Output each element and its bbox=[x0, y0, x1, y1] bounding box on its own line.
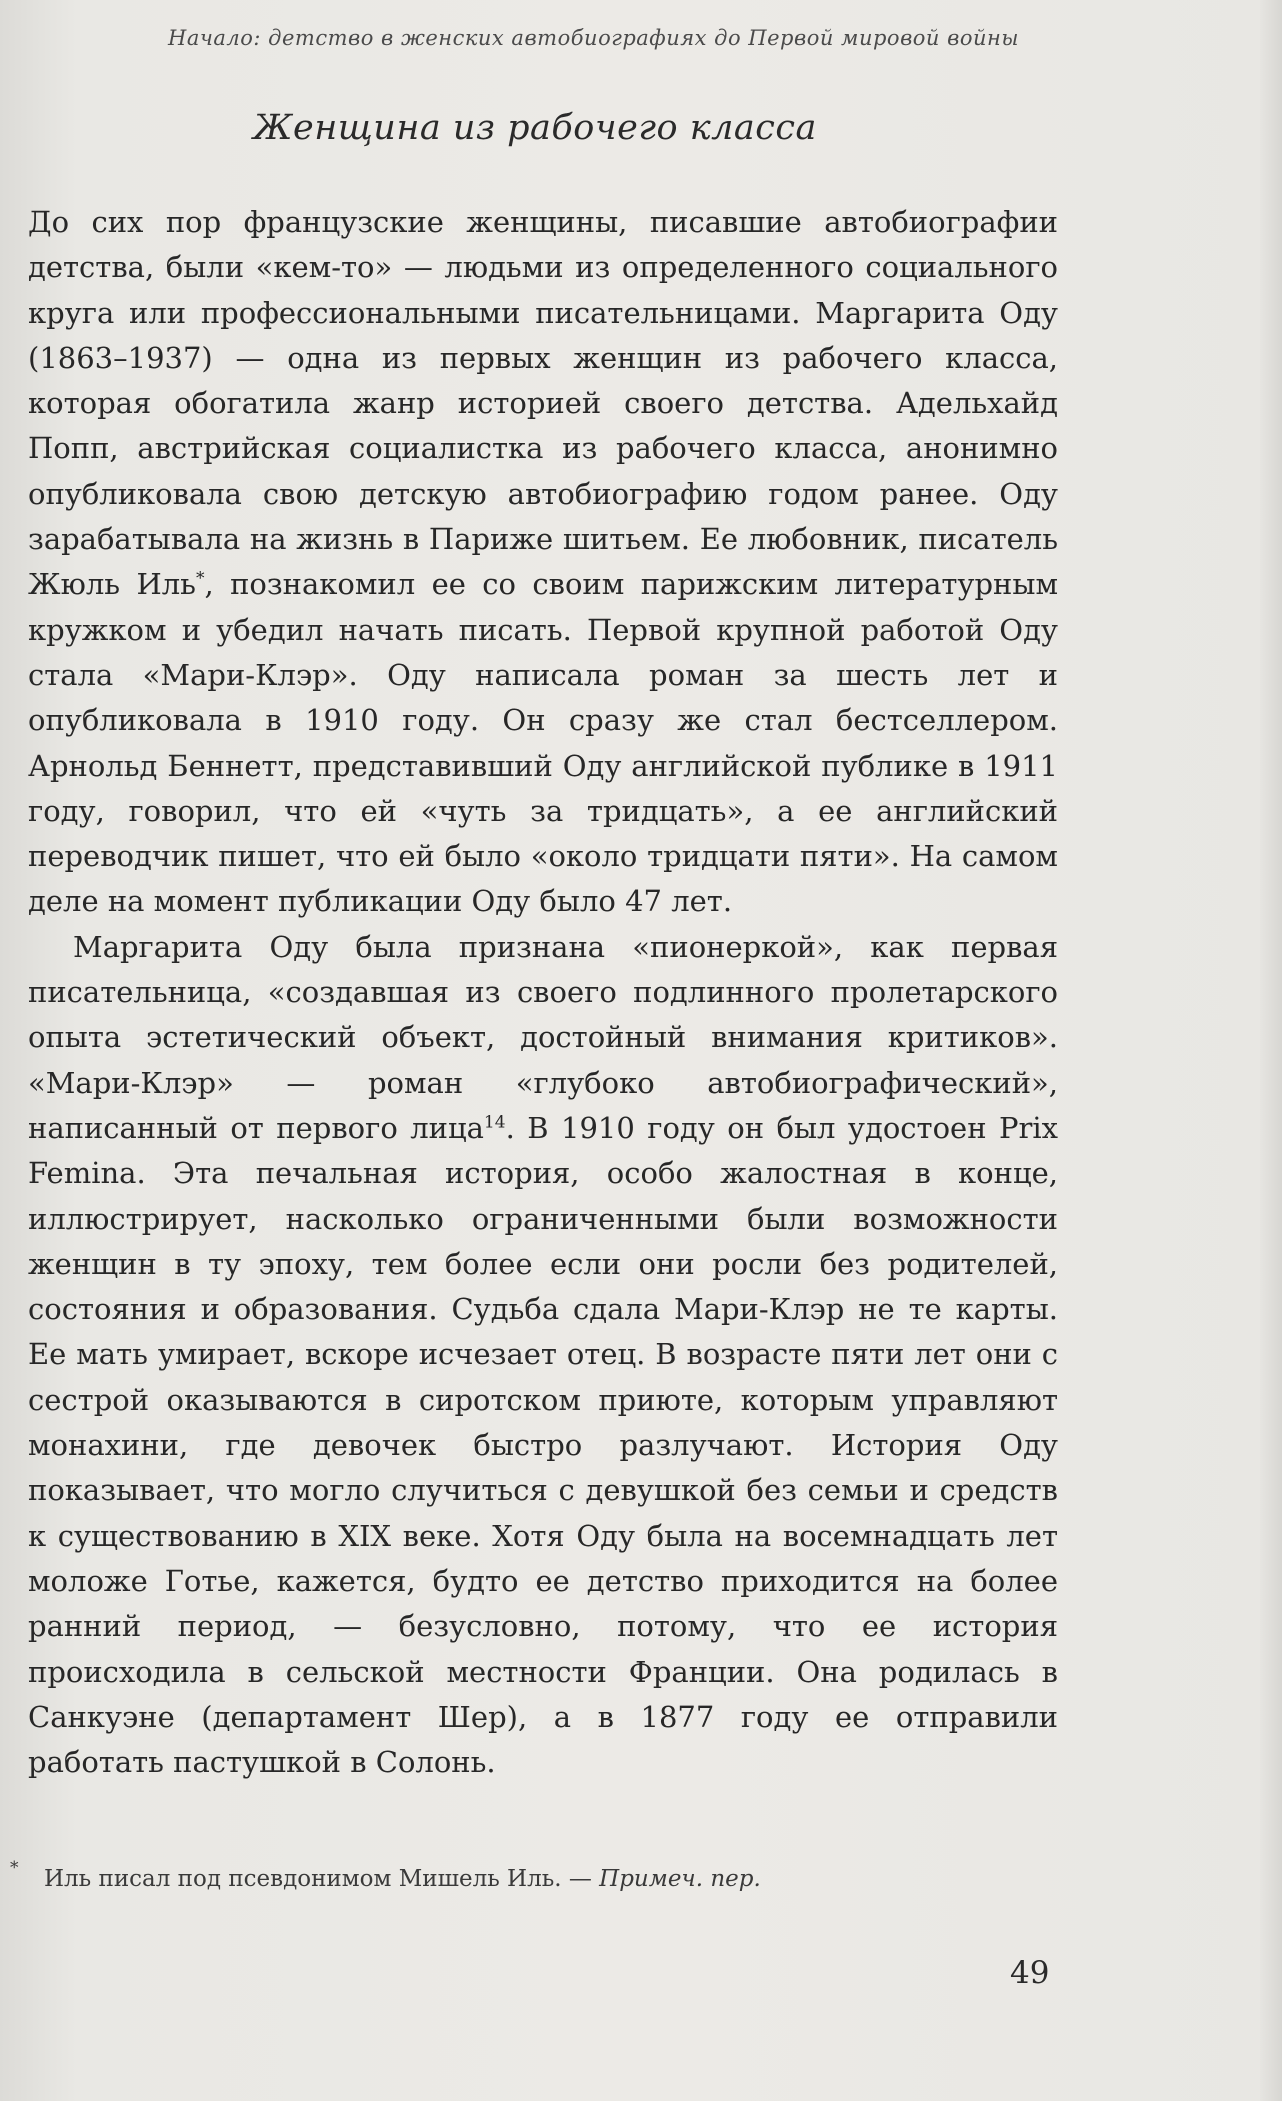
paragraph bbox=[28, 200, 1058, 925]
paragraph bbox=[28, 925, 1058, 1786]
section-title: Женщина из рабочего класса bbox=[253, 108, 817, 148]
page-number: 49 bbox=[1010, 1955, 1050, 1991]
body-text bbox=[28, 200, 1058, 1785]
paragraph-text: До сих пор французские женщины, писавшие автобиографии детства, были «кем-то» — людьми из определенного социального круга или профессиональными писательницами. Маргарита Оду (1863–1937) — одна из первых женщин из рабочего класса, которая обогатила жанр историей своего детства. Адельхайд Попп, австрийская социалистка из рабочего класса, анонимно опубликовала свою детскую автобиографию годом ранее. Оду зарабатывала на жизнь в Париже шитьем. Ее любовник, писатель Жюль Иль bbox=[28, 205, 1058, 602]
paragraph-text: . В 1910 году он был удостоен Prix Femina. Эта печальная история, особо жалостная в конце, иллюстрирует, насколько ограниченными были возможности женщин в ту эпоху, тем более если они росли без родителей, состояния и образования. Судьба сдала Мари-Клэр не те карты. Ее мать умирает, вскоре исчезает отец. В возрасте пяти лет они с сестрой оказываются в сиротском приюте, которым управляют монахини, где девочек быстро разлучают. История Оду показывает, что могло случиться с девушкой без семьи и средств к существованию в XIX веке. Хотя Оду была на восемнадцать лет моложе Готье, кажется, будто ее детство приходится на более ранний период, — безусловно, потому, что ее история происходила в сельской местности Франции. Она родилась в Санкуэне (департамент Шер), а в 1877 году ее отправили работать пастушкой в Солонь. bbox=[28, 1110, 1058, 1780]
footnote bbox=[10, 1858, 1046, 1892]
footnote-reference[interactable]: * bbox=[195, 568, 205, 589]
footnote-source: Примеч. пер. bbox=[599, 1866, 761, 1892]
footnote-text: Иль писал под псевдонимом Мишель Иль. — bbox=[44, 1866, 600, 1892]
paragraph-text: , познакомил ее со своим парижским литературным кружком и убедил начать писать. Первой крупной работой Оду стала «Мари-Клэр». Оду написала роман за шесть лет и опубликовала в 1910 году. Он сразу же стал бестселлером. Арнольд Беннетт, представивший Оду английской публике в 1911 году, говорил, что ей «чуть за тридцать», а ее английский переводчик пишет, что ей было «около тридцати пяти». На самом деле на момент публикации Оду было 47 лет. bbox=[28, 567, 1058, 919]
running-header: Начало: детство в женских автобиографиях до Первой мировой войны bbox=[168, 26, 1019, 50]
paragraph-text: Маргарита Оду была признана «пионеркой», как первая писательница, «создавшая из своего подлинного пролетарского опыта эстетический объект, достойный внимания критиков». «Мари-Клэр» — роман «глубоко автобиографический», написанный от первого лица bbox=[28, 929, 1058, 1145]
footnote-mark: * bbox=[10, 1858, 19, 1878]
page-spine-shadow bbox=[1260, 0, 1282, 2101]
endnote-reference[interactable]: 14 bbox=[483, 1112, 506, 1133]
